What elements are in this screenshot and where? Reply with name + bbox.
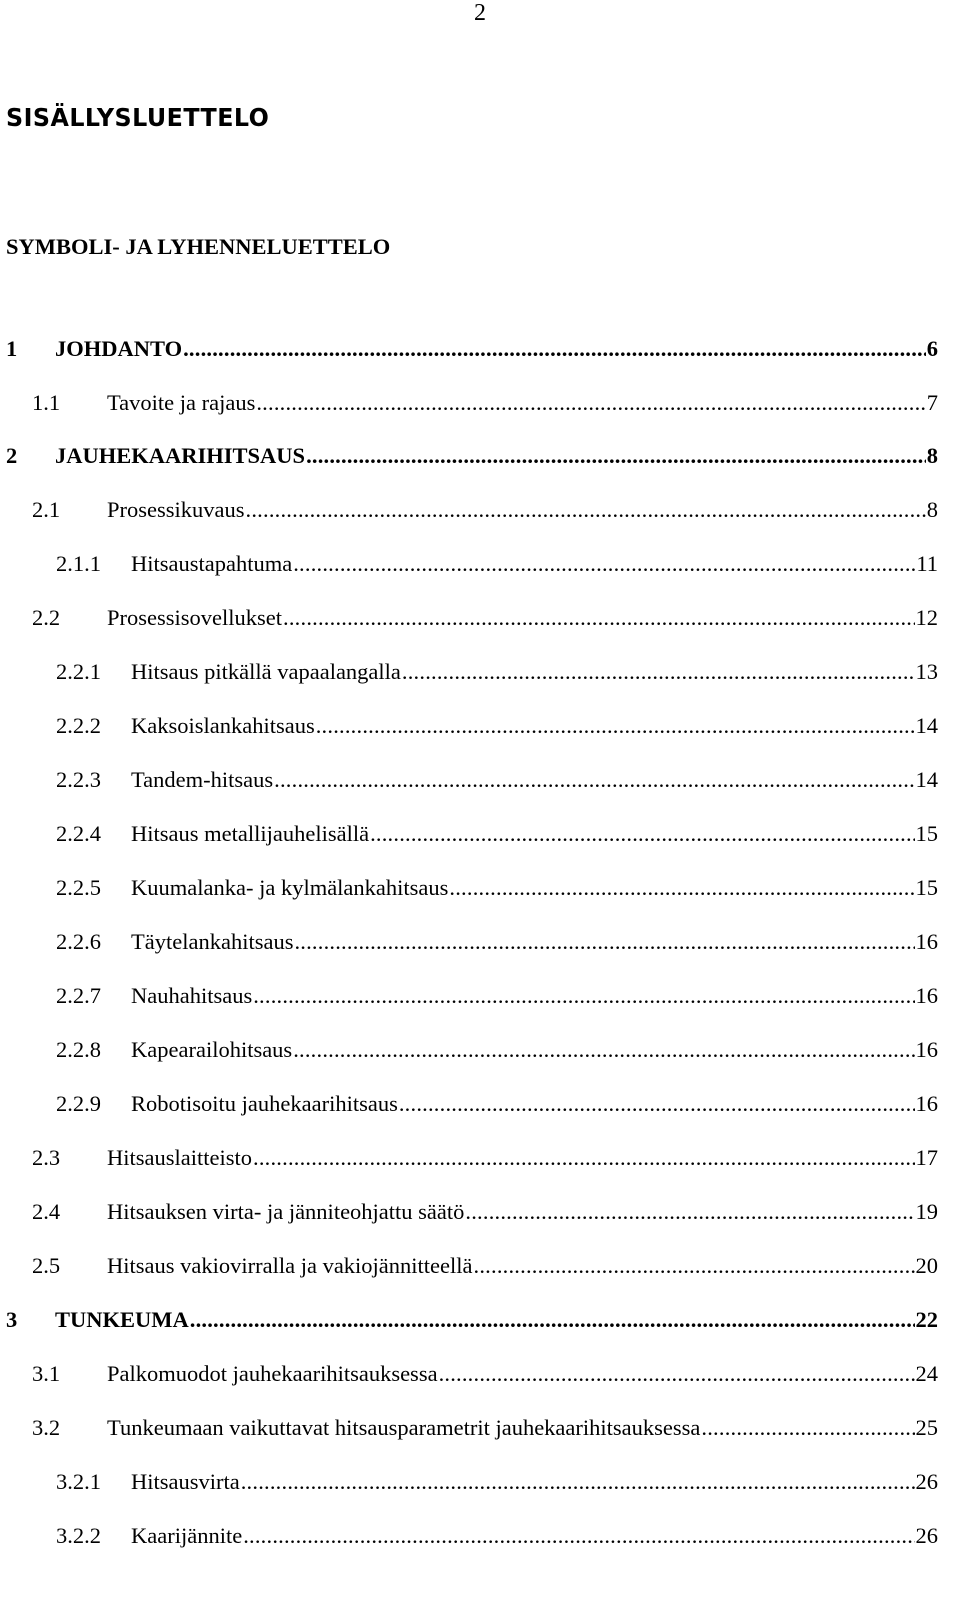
dot-leader bbox=[256, 387, 925, 419]
toc-symbols-heading[interactable]: SYMBOLI- JA LYHENNELUETTELO bbox=[6, 234, 391, 259]
toc-entry-title: Kuumalanka- ja kylmälankahitsaus bbox=[131, 875, 449, 900]
toc-entry-title: Hitsauksen virta- ja jänniteohjattu säätö bbox=[107, 1199, 465, 1224]
dot-leader bbox=[449, 872, 914, 904]
toc-entry-title: Kapearailohitsaus bbox=[131, 1037, 293, 1062]
toc-entry[interactable] bbox=[0, 387, 960, 419]
toc-entry-number: 2.2.4 bbox=[56, 821, 101, 846]
toc-entry-title: JOHDANTO bbox=[55, 336, 183, 361]
toc-entry-number: 3.2.2 bbox=[56, 1523, 101, 1548]
page-number: 2 bbox=[474, 0, 486, 26]
toc-entry[interactable] bbox=[0, 1412, 960, 1444]
toc-entry-number: 3.1 bbox=[32, 1361, 61, 1386]
dot-leader bbox=[316, 710, 915, 742]
toc-entry-number: 2.2 bbox=[32, 605, 61, 630]
toc-entry[interactable] bbox=[0, 710, 960, 742]
toc-entry-page: 8 bbox=[926, 443, 938, 468]
toc-entry-number: 2.2.6 bbox=[56, 929, 101, 954]
toc-entry[interactable] bbox=[0, 1520, 960, 1552]
toc-entry-page: 16 bbox=[915, 1091, 938, 1116]
toc-entry-page: 6 bbox=[926, 336, 938, 361]
toc-entry[interactable] bbox=[0, 980, 960, 1012]
toc-entry[interactable] bbox=[0, 656, 960, 688]
dot-leader bbox=[274, 764, 914, 796]
dot-leader bbox=[399, 1088, 915, 1120]
dot-leader bbox=[474, 1250, 915, 1282]
toc-entry-page: 22 bbox=[915, 1307, 938, 1332]
toc-entry-title: Nauhahitsaus bbox=[131, 983, 253, 1008]
dot-leader bbox=[701, 1412, 914, 1444]
toc-entry-title: Hitsauslaitteisto bbox=[107, 1145, 252, 1170]
toc-entry-title: Hitsaustapahtuma bbox=[131, 551, 293, 576]
toc-entry[interactable] bbox=[0, 494, 960, 526]
toc-entry-page: 25 bbox=[915, 1415, 938, 1440]
toc-entry-number: 3 bbox=[6, 1307, 18, 1332]
toc-entry-title: Prosessikuvaus bbox=[107, 497, 245, 522]
toc-entry-number: 2.4 bbox=[32, 1199, 61, 1224]
dot-leader bbox=[283, 602, 914, 634]
toc-entry-title: Hitsaus pitkällä vapaalangalla bbox=[131, 659, 401, 684]
toc-entry-number: 2.2.2 bbox=[56, 713, 101, 738]
toc-entry[interactable] bbox=[0, 818, 960, 850]
toc-entry-number: 2.1.1 bbox=[56, 551, 101, 576]
toc-entry[interactable] bbox=[0, 764, 960, 796]
dot-leader bbox=[439, 1358, 915, 1390]
toc-entry-number: 2.2.1 bbox=[56, 659, 101, 684]
dot-leader bbox=[402, 656, 915, 688]
toc-entry[interactable] bbox=[0, 1196, 960, 1228]
toc-entry-title: Tavoite ja rajaus bbox=[107, 390, 256, 415]
toc-entry-page: 14 bbox=[915, 767, 938, 792]
toc-entry[interactable] bbox=[0, 333, 960, 365]
toc-entry[interactable] bbox=[0, 602, 960, 634]
toc-entry-number: 2 bbox=[6, 443, 18, 468]
toc-entry-page: 20 bbox=[915, 1253, 938, 1278]
dot-leader bbox=[241, 1466, 915, 1498]
toc-entry-number: 2.2.8 bbox=[56, 1037, 101, 1062]
toc-entry-title: Tandem-hitsaus bbox=[131, 767, 274, 792]
dot-leader bbox=[183, 333, 926, 365]
toc-entry-number: 1 bbox=[6, 336, 18, 361]
toc-entry-number: 2.3 bbox=[32, 1145, 61, 1170]
toc-entry-page: 7 bbox=[926, 390, 938, 415]
toc-entry-page: 15 bbox=[915, 821, 938, 846]
toc-entry-title: Hitsausvirta bbox=[131, 1469, 240, 1494]
toc-entry-page: 15 bbox=[915, 875, 938, 900]
toc-entry-page: 11 bbox=[916, 551, 938, 576]
dot-leader bbox=[370, 818, 914, 850]
toc-entry-number: 3.2 bbox=[32, 1415, 61, 1440]
toc-entry[interactable] bbox=[0, 1358, 960, 1390]
toc-entry-title: Palkomuodot jauhekaarihitsauksessa bbox=[107, 1361, 438, 1386]
toc-entry-page: 24 bbox=[915, 1361, 938, 1386]
dot-leader bbox=[253, 1142, 915, 1174]
toc-entry[interactable] bbox=[0, 1088, 960, 1120]
toc-entry-page: 17 bbox=[915, 1145, 938, 1170]
toc-entry-number: 2.2.3 bbox=[56, 767, 101, 792]
toc-entry-page: 26 bbox=[915, 1469, 938, 1494]
toc-entry-title: TUNKEUMA bbox=[55, 1307, 189, 1332]
toc-entry-page: 26 bbox=[915, 1523, 938, 1548]
toc-entry[interactable] bbox=[0, 440, 960, 472]
toc-entry-number: 2.1 bbox=[32, 497, 61, 522]
toc-entry-title: Robotisoitu jauhekaarihitsaus bbox=[131, 1091, 398, 1116]
toc-entry-page: 16 bbox=[915, 983, 938, 1008]
toc-entry[interactable] bbox=[0, 1250, 960, 1282]
toc-entry-title: Täytelankahitsaus bbox=[131, 929, 294, 954]
toc-entry-title: Kaarijännite bbox=[131, 1523, 243, 1548]
toc-entry-page: 13 bbox=[915, 659, 938, 684]
toc-entry-title: Prosessisovellukset bbox=[107, 605, 283, 630]
toc-entry-page: 16 bbox=[915, 929, 938, 954]
toc-entry-number: 2.2.9 bbox=[56, 1091, 101, 1116]
toc-entry-number: 2.2.5 bbox=[56, 875, 101, 900]
toc-entry[interactable] bbox=[0, 1034, 960, 1066]
toc-entry-page: 19 bbox=[915, 1199, 938, 1224]
dot-leader bbox=[293, 1034, 914, 1066]
dot-leader bbox=[246, 494, 926, 526]
toc-entry[interactable] bbox=[0, 548, 960, 580]
toc-entry[interactable] bbox=[0, 872, 960, 904]
dot-leader bbox=[294, 926, 914, 958]
toc-entry-page: 8 bbox=[926, 497, 938, 522]
toc-entry-title: Hitsaus vakiovirralla ja vakiojännitteellä bbox=[107, 1253, 473, 1278]
toc-entry-number: 2.5 bbox=[32, 1253, 61, 1278]
toc-entry-page: 16 bbox=[915, 1037, 938, 1062]
toc-entry-title: JAUHEKAARIHITSAUS bbox=[55, 443, 306, 468]
toc-entry-number: 2.2.7 bbox=[56, 983, 101, 1008]
dot-leader bbox=[243, 1520, 914, 1552]
toc-entry-title: Kaksoislankahitsaus bbox=[131, 713, 315, 738]
toc-entry-title: Tunkeumaan vaikuttavat hitsausparametrit jauhekaarihitsauksessa bbox=[107, 1415, 701, 1440]
toc-entry[interactable] bbox=[0, 1304, 960, 1336]
toc-entry[interactable] bbox=[0, 1142, 960, 1174]
dot-leader bbox=[190, 1304, 915, 1336]
toc-entry-number: 3.2.1 bbox=[56, 1469, 101, 1494]
toc-entry-title: Hitsaus metallijauhelisällä bbox=[131, 821, 370, 846]
toc-entry-number: 1.1 bbox=[32, 390, 61, 415]
page-title: SISÄLLYSLUETTELO bbox=[6, 103, 270, 132]
dot-leader bbox=[293, 548, 915, 580]
dot-leader bbox=[465, 1196, 914, 1228]
dot-leader bbox=[306, 440, 926, 472]
toc-entry-page: 12 bbox=[915, 605, 938, 630]
toc-entry-page: 14 bbox=[915, 713, 938, 738]
toc-entry[interactable] bbox=[0, 1466, 960, 1498]
dot-leader bbox=[253, 980, 914, 1012]
toc-entry[interactable] bbox=[0, 926, 960, 958]
